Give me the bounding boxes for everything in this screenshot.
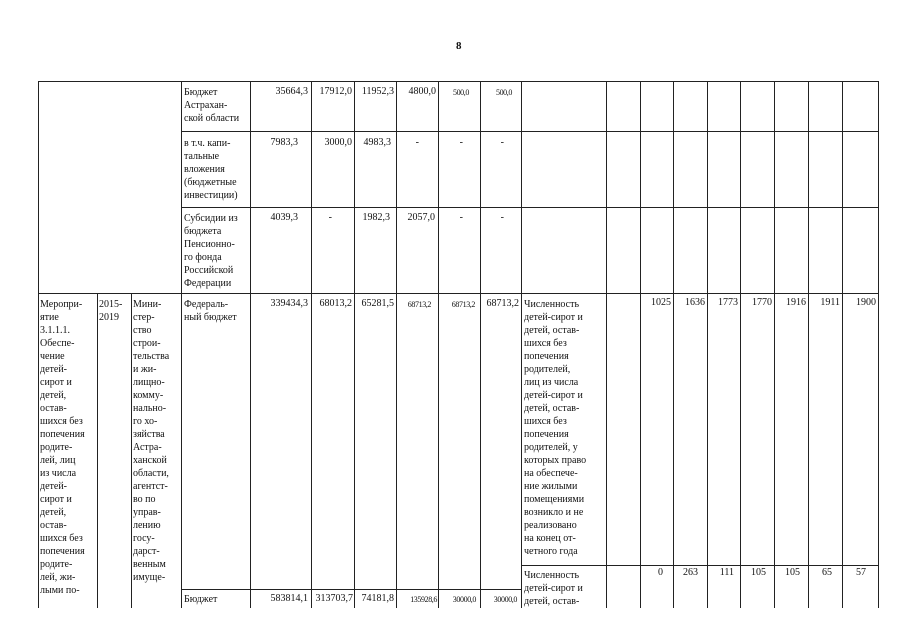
target-2013: 0 (658, 567, 663, 578)
table-top-border (38, 81, 878, 82)
amount-2018: 30000,0 (452, 595, 476, 604)
amount-total: 4039,3 (270, 212, 298, 223)
amount-2019: 500,0 (495, 88, 512, 97)
target-2015: 1773 (718, 297, 738, 308)
amount-2016: 74181,8 (361, 593, 394, 604)
amount-2017: - (415, 137, 419, 148)
col-divider (396, 81, 397, 608)
table-left-border (38, 81, 39, 608)
funding-source-cell: Бюджет Астрахан- ской области (184, 87, 240, 124)
target-2017: 1916 (786, 297, 806, 308)
funding-source-cell: в т.ч. капи- тальные вложения (бюджетные инвестиции) (184, 138, 238, 201)
measure-executor-cell: Мини- стер- ство строи- тельства и жи- лищно- комму- нально- го хо- зяйства Астра- ханской области, агентст- во по управ- лению госу- дарст- венным имуще- (133, 299, 170, 583)
col-divider (97, 293, 98, 608)
amount-2016: 4983,3 (363, 137, 391, 148)
measure-period-cell: 2015- 2019 (99, 299, 123, 323)
amount-2015: 17912,0 (319, 86, 352, 97)
col-divider (354, 81, 355, 608)
amount-2015: - (328, 212, 332, 223)
amount-2017: 68713,2 (407, 300, 431, 309)
amount-2018: - (459, 137, 463, 148)
amount-2015: 68013,2 (319, 298, 352, 309)
amount-2019: 68713,2 (486, 298, 519, 309)
indicator-cell: Численность детей-сирот и детей, остав- шихся без попечения родителей, лиц из числа детей-сирот и детей, остав- шихся без попечения родителей, у которых право на обеспече- ние жилыми помещениями возникло и не реализовано на конец от- четного года (524, 299, 587, 557)
target-2014: 1636 (685, 297, 705, 308)
col-divider (774, 81, 775, 608)
amount-total: 35664,3 (275, 86, 308, 97)
amount-2015: 313703,7 (315, 593, 353, 604)
col-divider (521, 81, 522, 608)
target-2019: 57 (856, 567, 866, 578)
amount-2017: 135928,6 (410, 595, 437, 604)
amount-total: 339434,3 (270, 298, 308, 309)
col-divider (808, 81, 809, 608)
funding-source-cell: Федераль- ный бюджет (184, 299, 237, 323)
target-2018: 1911 (820, 297, 840, 308)
row-divider (38, 293, 878, 294)
target-2018: 65 (822, 567, 832, 578)
col-divider (707, 81, 708, 608)
row-divider (521, 565, 878, 566)
target-2013: 1025 (651, 297, 671, 308)
col-divider (606, 81, 607, 608)
target-2017: 105 (785, 567, 800, 578)
amount-2019: 30000,0 (493, 595, 517, 604)
col-divider (673, 81, 674, 608)
col-divider (181, 81, 182, 608)
amount-2018: - (459, 212, 463, 223)
col-divider (438, 81, 439, 608)
amount-2016: 11952,3 (361, 86, 394, 97)
target-2016: 105 (751, 567, 766, 578)
target-2016: 1770 (752, 297, 772, 308)
col-divider (131, 293, 132, 608)
amount-2019: - (500, 212, 504, 223)
measure-name-cell: Меропри- ятие 3.1.1.1. Обеспе- чение детей- сирот и детей, остав- шихся без попечения родите- лей, лиц из числа детей- сирот и детей, остав- шихся без попечения родите- лей, жи- лыми по- (40, 299, 85, 596)
funding-source-cell: Субсидии из бюджета Пенсионно- го фонда Российской Федерации (184, 213, 238, 289)
amount-2018: 500,0 (452, 88, 469, 97)
target-2014: 263 (683, 567, 698, 578)
target-2019: 1900 (856, 297, 876, 308)
amount-total: 583814,1 (270, 593, 308, 604)
amount-2016: 1982,3 (362, 212, 390, 223)
col-divider (842, 81, 843, 608)
col-divider (640, 81, 641, 608)
amount-2016: 65281,5 (361, 298, 394, 309)
col-divider (311, 81, 312, 608)
col-divider (480, 81, 481, 608)
col-divider (250, 81, 251, 608)
table-right-border (878, 81, 879, 608)
page-number: 8 (456, 40, 462, 52)
amount-total: 7983,3 (270, 137, 298, 148)
target-2015: 111 (719, 567, 734, 578)
col-divider (740, 81, 741, 608)
amount-2017: 2057,0 (407, 212, 435, 223)
amount-2018: 68713,2 (451, 300, 475, 309)
funding-source-cell: Бюджет (184, 594, 218, 605)
amount-2015: 3000,0 (324, 137, 352, 148)
amount-2017: 4800,0 (408, 86, 436, 97)
indicator-cell: Численность детей-сирот и детей, остав- (524, 570, 583, 607)
row-divider (181, 589, 521, 590)
amount-2019: - (500, 137, 504, 148)
